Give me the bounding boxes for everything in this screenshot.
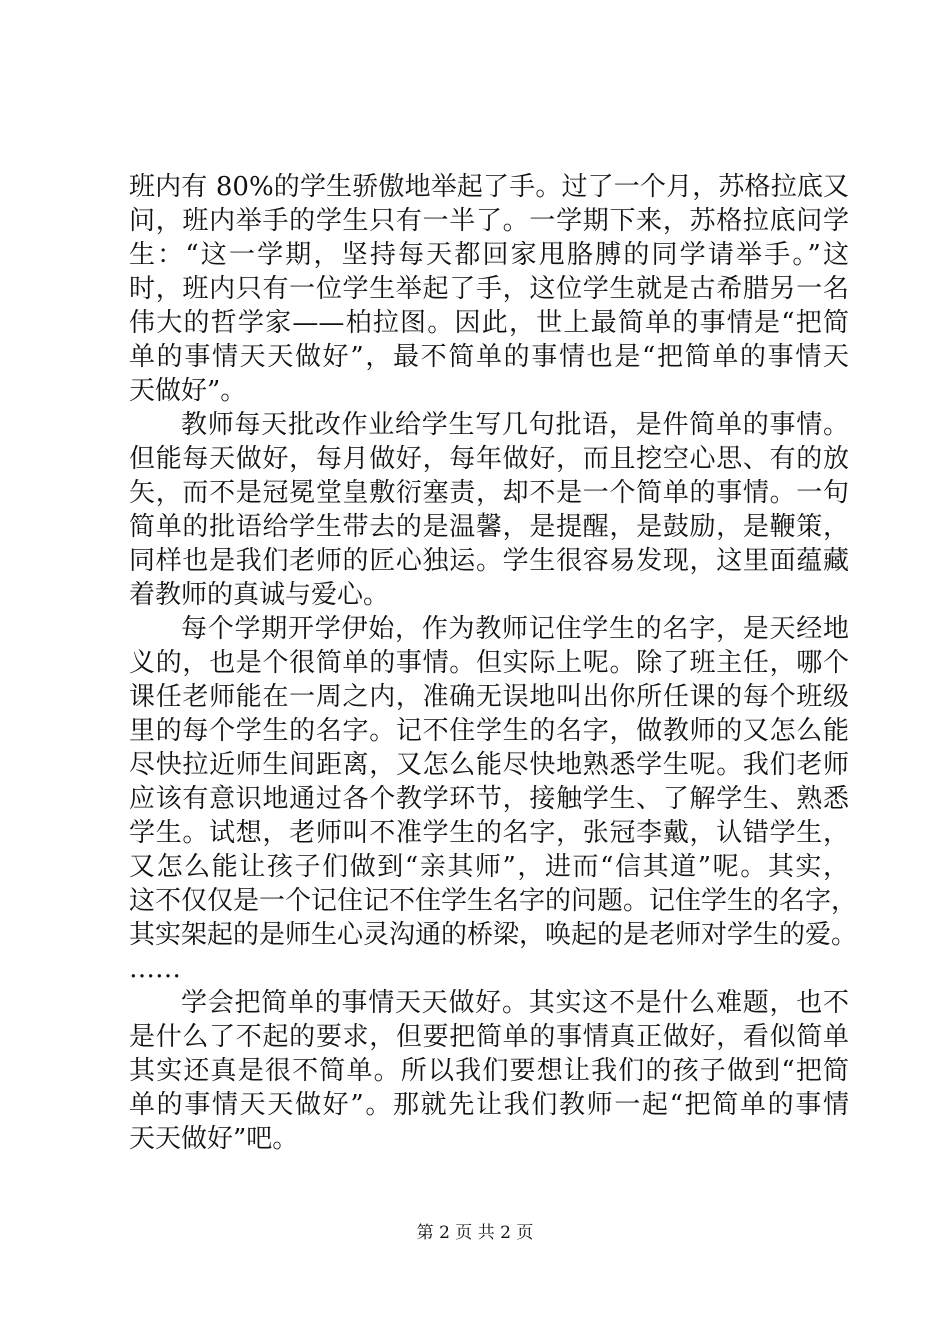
text-line: 每个学期开学伊始，作为教师记住学生的名字，是天经地 — [181, 614, 849, 644]
text-line: 其实架起的是师生心灵沟通的桥梁，唤起的是老师对学生的爱。 — [129, 920, 858, 950]
text-line: 又怎么能让孩子们做到“亲其师”，进而“信其道”呢。其实， — [129, 852, 849, 882]
text-line: 学会把简单的事情天天做好。其实这不是什么难题，也不 — [181, 988, 849, 1018]
text-line: 尽快拉近师生间距离，又怎么能尽快地熟悉学生呢。我们老师 — [129, 750, 849, 780]
text-line: 伟大的哲学家——柏拉图。因此，世上最简单的事情是“把简 — [129, 308, 849, 338]
text-line: 班内有 80%的学生骄傲地举起了手。过了一个月，苏格拉底又 — [129, 172, 849, 202]
text-line: 但能每天做好，每月做好，每年做好，而且挖空心思、有的放 — [129, 444, 849, 474]
text-line: 这不仅仅是一个记住记不住学生名字的问题。记住学生的名字， — [129, 886, 858, 916]
paragraph — [129, 986, 849, 1156]
text-line: 简单的批语给学生带去的是温馨，是提醒，是鼓励，是鞭策， — [129, 512, 849, 542]
text-line: 应该有意识地通过各个教学环节，接触学生、了解学生、熟悉 — [129, 784, 849, 814]
text-line: 生：“这一学期，坚持每天都回家甩胳膊的同学请举手。”这 — [129, 240, 849, 270]
text-line: 课任老师能在一周之内，准确无误地叫出你所任课的每个班级 — [129, 682, 849, 712]
text-line: 里的每个学生的名字。记不住学生的名字，做教师的又怎么能 — [129, 716, 849, 746]
paragraph — [129, 170, 849, 408]
document-body — [129, 170, 858, 1156]
text-line: 着教师的真诚与爱心。 — [129, 580, 390, 610]
page-footer: 第 2 页 共 2 页 — [416, 1223, 534, 1243]
text-line: 其实还真是很不简单。所以我们要想让我们的孩子做到“把简 — [129, 1056, 849, 1086]
paragraph — [129, 612, 858, 986]
text-line: 是什么了不起的要求，但要把简单的事情真正做好，看似简单 — [129, 1022, 849, 1052]
text-line: 学生。试想，老师叫不准学生的名字，张冠李戴，认错学生， — [129, 818, 849, 848]
text-line: 单的事情天天做好”，最不简单的事情也是“把简单的事情天 — [129, 342, 849, 372]
text-line: 同样也是我们老师的匠心独运。学生很容易发现，这里面蕴藏 — [129, 546, 849, 576]
text-line: 单的事情天天做好”。那就先让我们教师一起“把简单的事情 — [129, 1090, 849, 1120]
text-line: 时，班内只有一位学生举起了手，这位学生就是古希腊另一名 — [129, 274, 849, 304]
text-line: 天做好”。 — [129, 376, 247, 406]
text-line: 教师每天批改作业给学生写几句批语，是件简单的事情。 — [181, 410, 849, 440]
text-line: 矢，而不是冠冕堂皇敷衍塞责，却不是一个简单的事情。一句 — [129, 478, 849, 508]
text-line: 问，班内举手的学生只有一半了。一学期下来，苏格拉底问学 — [129, 206, 849, 236]
text-line: 天天做好”吧。 — [129, 1124, 299, 1154]
text-line: …… — [129, 954, 181, 984]
text-line: 义的，也是个很简单的事情。但实际上呢。除了班主任，哪个 — [129, 648, 849, 678]
paragraph — [129, 408, 849, 612]
